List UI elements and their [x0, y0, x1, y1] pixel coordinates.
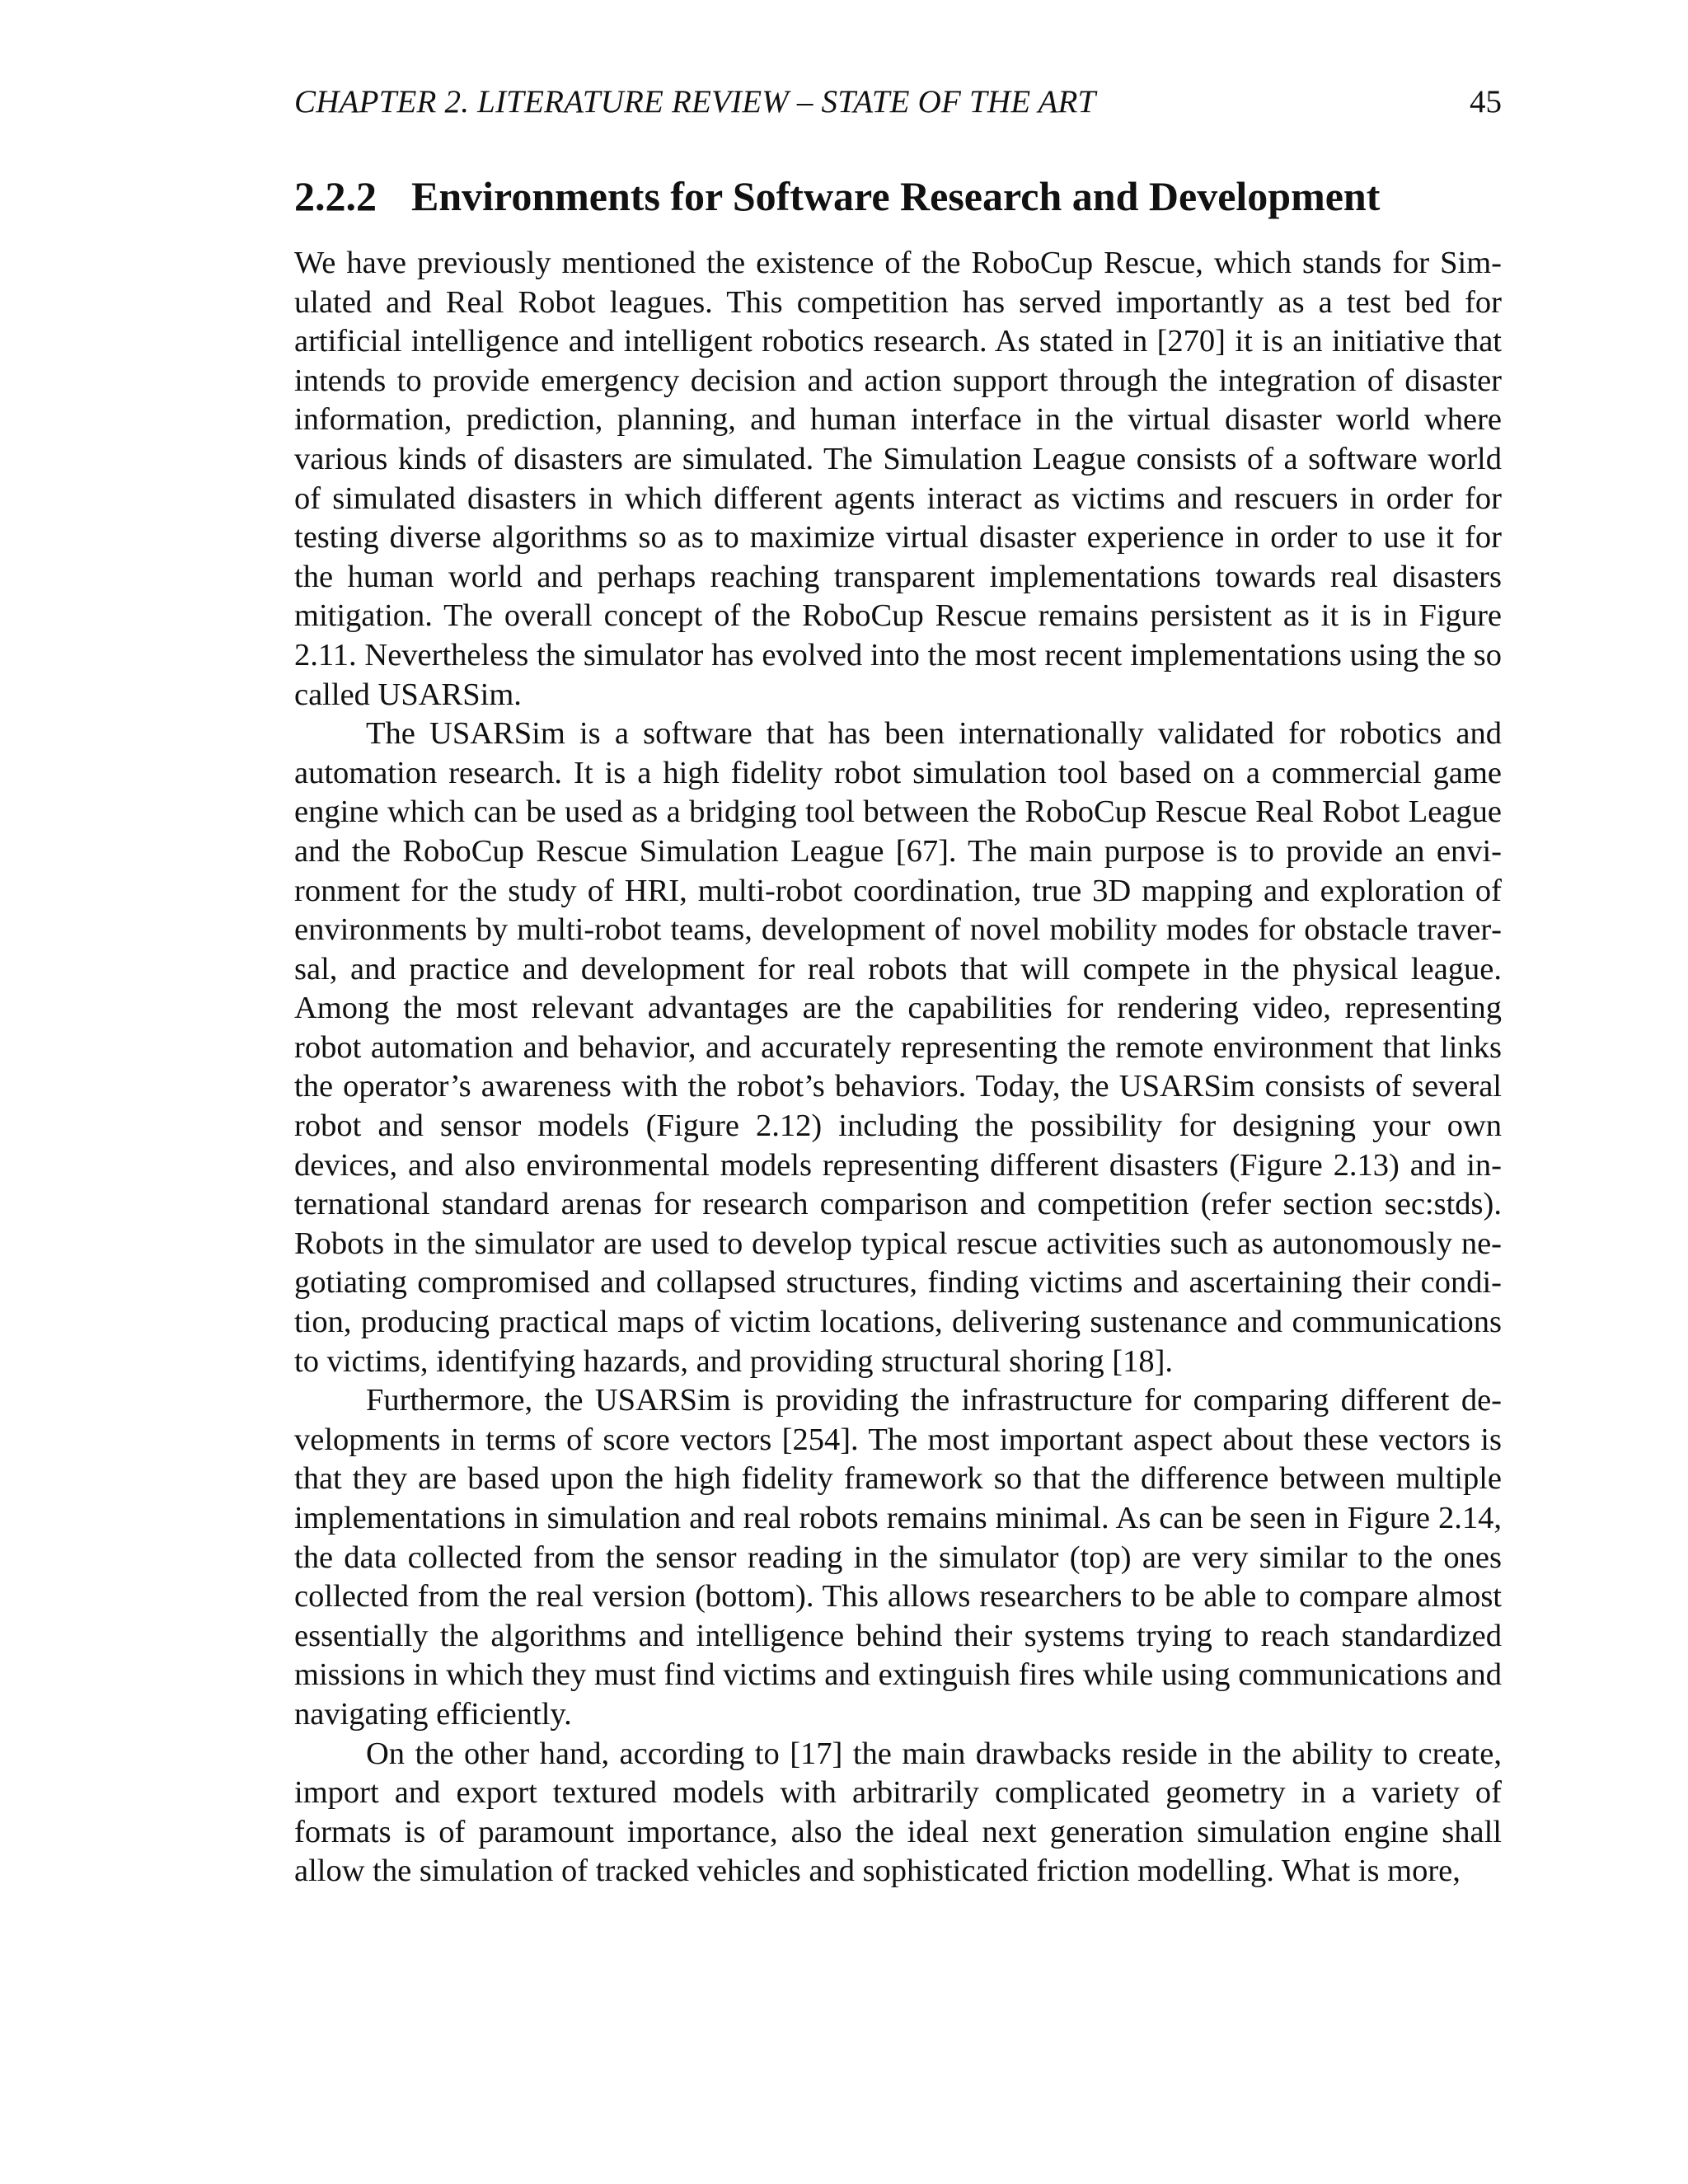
section-number: 2.2.2	[294, 173, 377, 219]
document-page	[294, 79, 1502, 1891]
section-title: Environments for Software Research and Development	[411, 173, 1381, 219]
running-header	[294, 79, 1502, 125]
chapter-title: CHAPTER 2. LITERATURE REVIEW – STATE OF THE ART	[294, 84, 1096, 120]
body-text	[294, 244, 1502, 1891]
paragraph-1: We have previously mentioned the existence of the RoboCup Rescue, which stands for Simulated and Real Robot leagues. This competition has served importantly as a test bed for artificial intelligence and intelligent robotics research. As stated in [270] it is an initiative that intends to provide emergency decision and action support through the integration of disaster information, prediction, planning, and human interface in the virtual disaster world where various kinds of disasters are simulated. The Simulation League consists of a software world of simulated disasters in which different agents interact as victims and rescuers in order for testing diverse algorithms so as to maximize virtual disaster experience in order to use it for the human world and perhaps reaching transparent implementations towards real disasters mitigation. The overall concept of the RoboCup Rescue remains persistent as it is in Figure 2.11. Nevertheless the simulator has evolved into the most recent implementations using the so called USARSim.	[294, 246, 1502, 712]
paragraph-3: Furthermore, the USARSim is providing the infrastructure for comparing different developments in terms of score vectors [254]. The most important aspect about these vectors is that they are based upon the high fidelity framework so that the difference between multiple implementations in simulation and real robots remains minimal. As can be seen in Figure 2.14, the data collected from the sensor reading in the simulator (top) are very similar to the ones collected from the real version (bottom). This allows researchers to be able to compare almost essentially the algorithms and intelligence behind their systems trying to reach standardized missions in which they must find victims and extinguish fires while using communications and navigating efficiently.	[294, 1383, 1502, 1732]
page-number: 45	[1470, 84, 1502, 120]
section-heading	[294, 171, 1502, 221]
paragraph-2: The USARSim is a software that has been internationally validated for robotics and automation research. It is a high fidelity robot simulation tool based on a commercial game engine which can be used as a bridging tool between the RoboCup Rescue Real Robot League and the RoboCup Rescue Simulation League [67]. The main purpose is to provide an environment for the study of HRI, multi-robot coordination, true 3D mapping and exploration of environments by multi-robot teams, development of novel mobility modes for obstacle traversal, and practice and development for real robots that will compete in the physical league. Among the most relevant advantages are the capabilities for rendering video, representing robot automation and behavior, and accurately representing the remote environment that links the operator’s awareness with the robot’s behaviors. Today, the USARSim consists of several robot and sensor models (Figure 2.12) including the possibility for designing your own devices, and also environmental models representing different disasters (Figure 2.13) and international standard arenas for research comparison and competition (refer section sec:stds). Robots in the simulator are used to develop typical rescue activities such as autonomously negotiating compromised and collapsed structures, finding victims and ascertaining their condition, producing practical maps of victim locations, delivering sustenance and communications to victims, identifying hazards, and providing structural shoring [18].	[294, 716, 1502, 1379]
paragraph-4: On the other hand, according to [17] the main drawbacks reside in the ability to create, import and export textured models with arbitrarily complicated geometry in a variety of formats is of paramount importance, also the ideal next generation simulation engine shall allow the simulation of tracked vehicles and sophisticated friction modelling. What is more,	[294, 1736, 1502, 1889]
